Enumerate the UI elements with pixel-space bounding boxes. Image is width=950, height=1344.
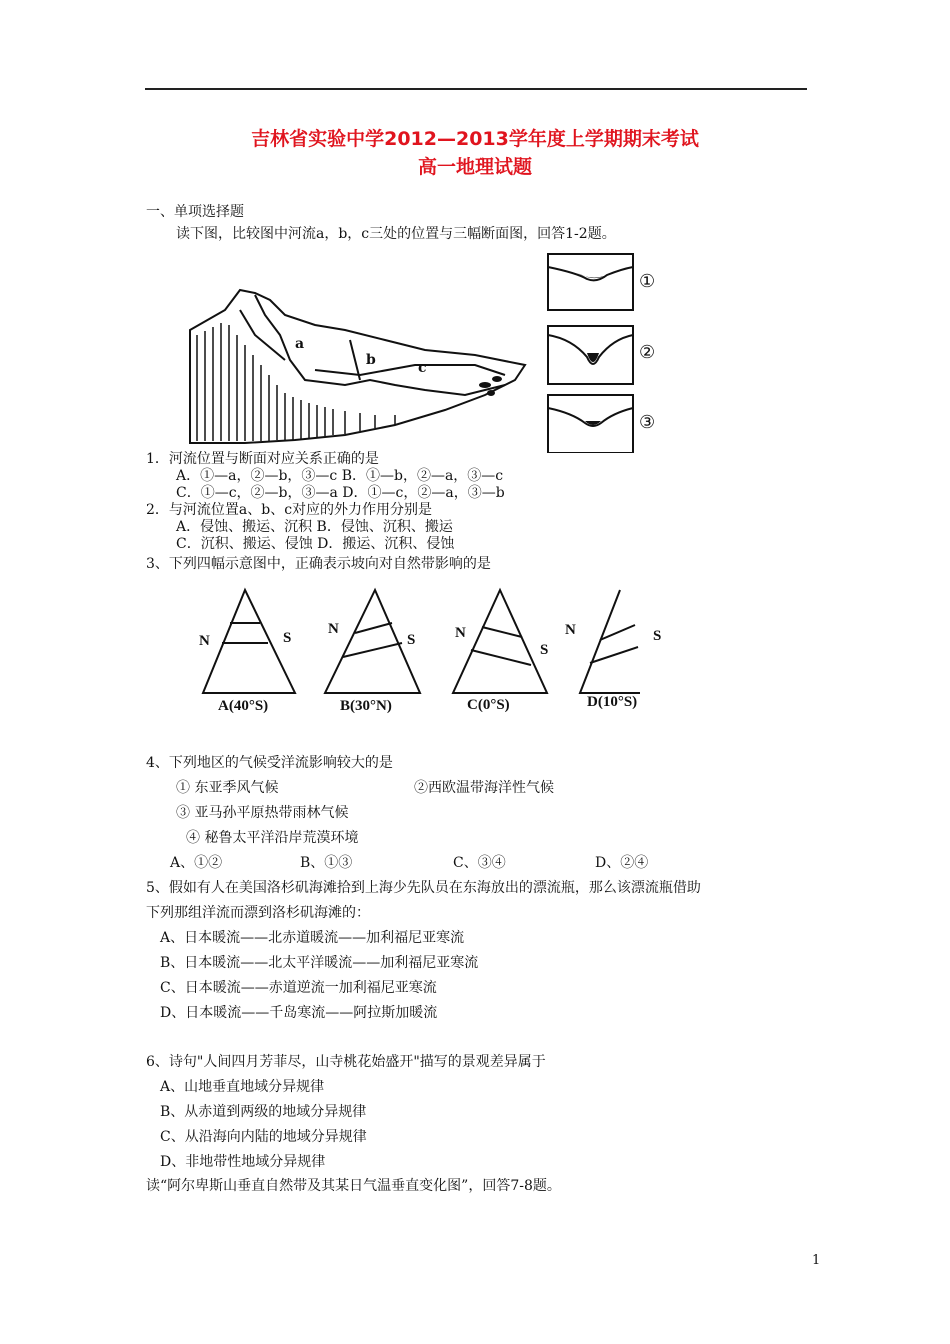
q2-options-2: C．沉积、搬运、侵蚀 D．搬运、沉积、侵蚀 [176, 536, 455, 552]
q2-options-1: A．侵蚀、搬运、沉积 B．侵蚀、沉积、搬运 [176, 519, 453, 535]
section-label-3: ③ [639, 412, 656, 433]
q4-option-d: D、②④ [595, 855, 649, 871]
q5-stem-1: 5、假如有人在美国洛杉矶海滩拾到上海少先队员在东海放出的漂流瓶，那么该漂流瓶借助 [146, 880, 701, 896]
section-label-1: ① [639, 271, 656, 292]
q6-stem: 6、诗句"人间四月芳菲尽，山寺桃花始盛开"描写的景观差异属于 [146, 1054, 546, 1070]
q4-item1: ① 东亚季风气候 [176, 780, 279, 796]
tri-a-n: N [199, 633, 210, 649]
section-intro: 读下图，比较图中河流a，b，c三处的位置与三幅断面图，回答1-2题。 [176, 226, 616, 242]
q4-item2: ②西欧温带海洋性气候 [414, 780, 554, 796]
river-landscape-figure [185, 285, 535, 445]
tri-b-n: N [328, 621, 339, 637]
tri-b-s: S [407, 632, 416, 648]
tri-a-caption: A(40°S) [218, 698, 269, 714]
q6-option-d: D、非地带性地域分异规律 [160, 1154, 326, 1170]
tri-d-n: N [565, 622, 576, 638]
header-rule [145, 88, 807, 90]
q4-option-a: A、①② [170, 855, 223, 871]
q3-stem: 3、下列四幅示意图中，正确表示坡向对自然带影响的是 [146, 556, 491, 572]
tri-c-caption: C(0°S) [467, 697, 510, 713]
tri-d-s: S [653, 628, 662, 644]
q1-options-2: C．①—c，②—b，③—a D．①—c，②—a，③—b [176, 485, 505, 501]
q6-option-c: C、从沿海向内陆的地域分异规律 [160, 1129, 367, 1145]
q5-option-c: C、日本暖流——赤道逆流一加利福尼亚寒流 [160, 980, 437, 996]
q6-option-b: B、从赤道到两级的地域分异规律 [160, 1104, 367, 1120]
q4-stem: 4、下列地区的气候受洋流影响较大的是 [146, 755, 393, 771]
q5-option-b: B、日本暖流——北太平洋暖流——加利福尼亚寒流 [160, 955, 479, 971]
q78-intro: 读“阿尔卑斯山垂直自然带及其某日气温垂直变化图”，回答7-8题。 [146, 1178, 561, 1194]
river-label-c: c [418, 360, 427, 376]
title-line1: 吉林省实验中学2012—2013学年度上学期期末考试 [251, 128, 699, 150]
tri-c-n: N [455, 625, 466, 641]
q5-stem-2: 下列那组洋流而漂到洛杉矶海滩的： [146, 905, 370, 921]
q4-item4: ④ 秘鲁太平洋沿岸荒漠环境 [186, 830, 359, 846]
tri-c-s: S [540, 642, 549, 658]
q4-option-c: C、③④ [453, 855, 506, 871]
q2-stem: 2．与河流位置a、b、c对应的外力作用分别是 [146, 502, 433, 518]
section-label-2: ② [639, 342, 656, 363]
tri-d-caption: D(10°S) [587, 694, 638, 710]
slope-triangle-diagrams [195, 585, 645, 700]
q1-stem: 1．河流位置与断面对应关系正确的是 [146, 451, 379, 467]
q4-option-b: B、①③ [300, 855, 353, 871]
tri-b-caption: B(30°N) [340, 698, 392, 714]
river-label-a: a [295, 336, 305, 352]
q6-option-a: A、山地垂直地域分异规律 [160, 1079, 325, 1095]
tri-a-s: S [283, 630, 292, 646]
q5-option-a: A、日本暖流——北赤道暖流——加利福尼亚寒流 [160, 930, 465, 946]
river-label-b: b [366, 352, 376, 368]
q1-options-1: A．①—a，②—b，③—c B．①—b，②—a，③—c [176, 468, 504, 484]
section-heading: 一、单项选择题 [146, 204, 244, 220]
q5-option-d: D、日本暖流——千岛寒流——阿拉斯加暖流 [160, 1005, 438, 1021]
page-number: 1 [812, 1253, 821, 1268]
cross-section-figures [547, 253, 635, 453]
title-line2: 高一地理试题 [417, 156, 532, 178]
q4-item3: ③ 亚马孙平原热带雨林气候 [176, 805, 349, 821]
